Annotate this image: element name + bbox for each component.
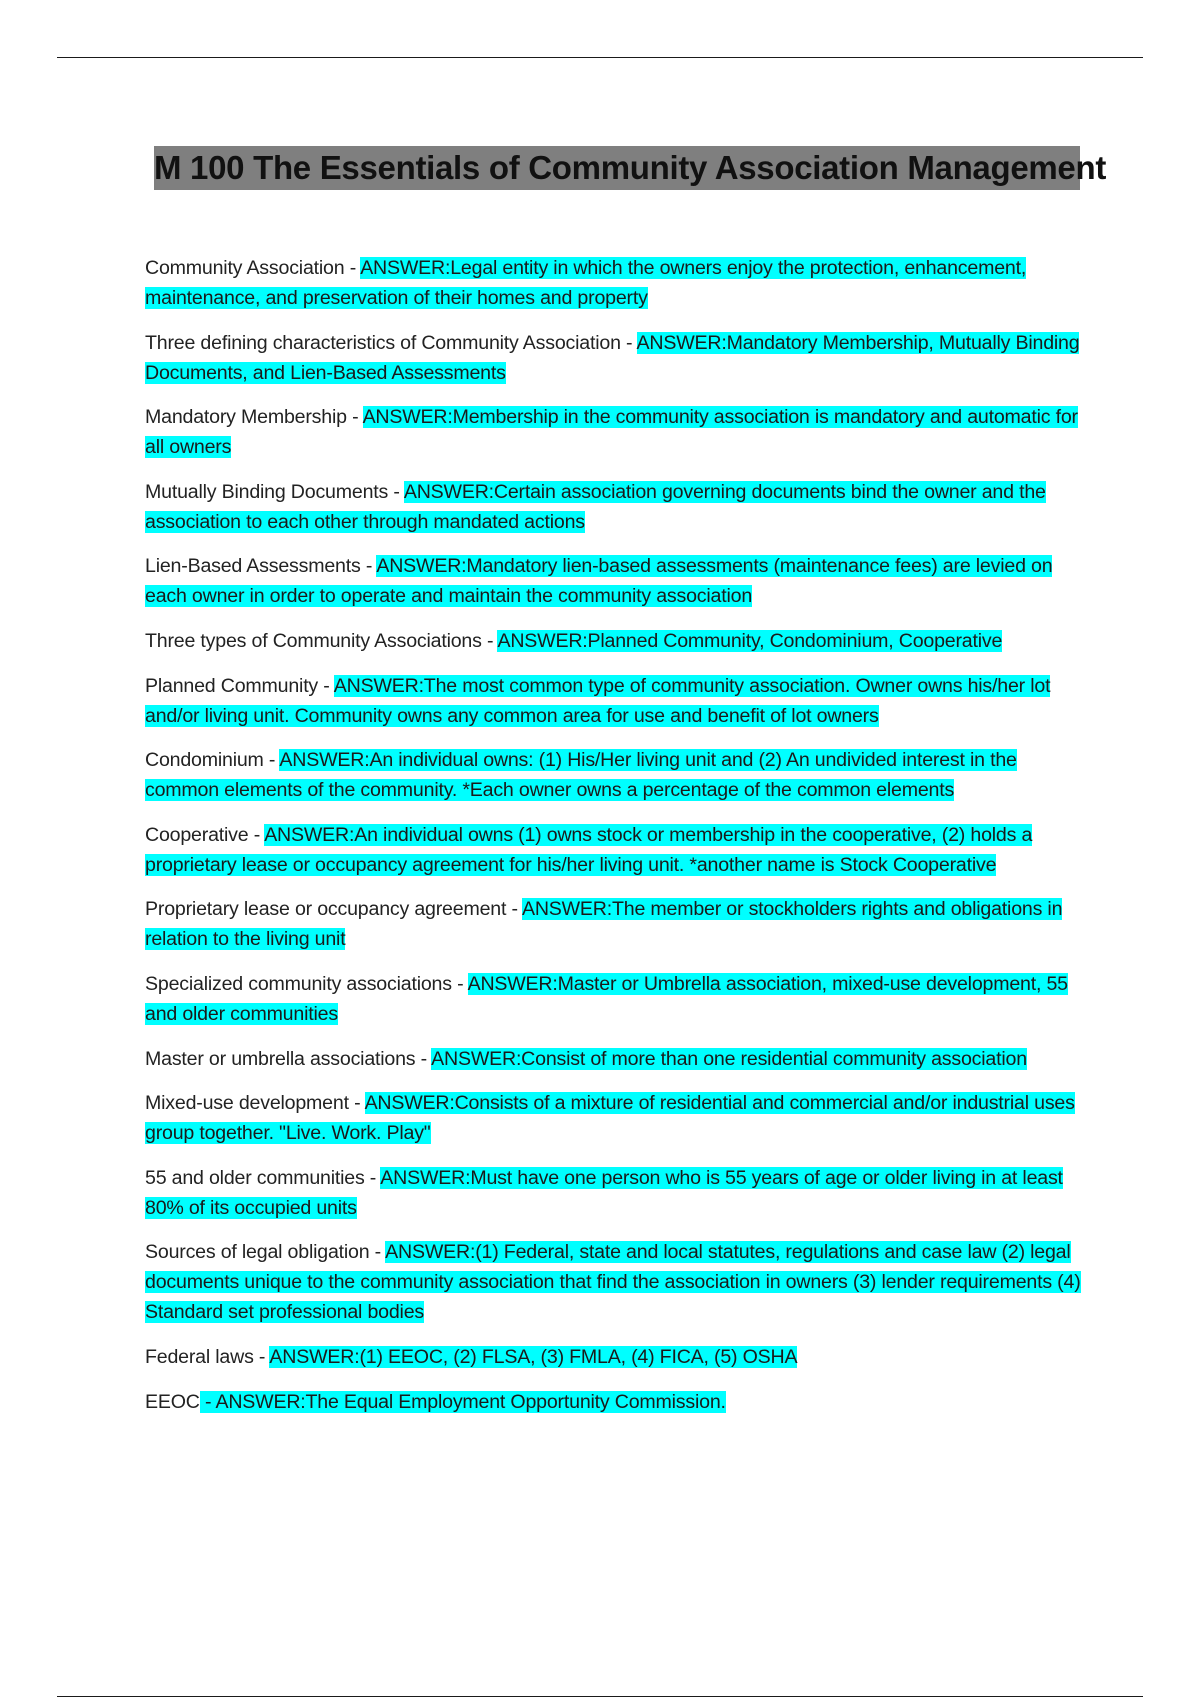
entry-term: Mixed-use development [145,1092,349,1115]
entry-term: Specialized community associations [145,972,452,995]
entry-term: Three defining characteristics of Community Association [145,331,621,354]
entry-answer: ANSWER:An individual owns (1) owns stock or membership in the cooperative, (2) holds a proprietary lease or occupancy agreement for his/her living unit. *another name is Stock Cooperative [145,823,1033,876]
entry-answer: ANSWER:Certain association governing documents bind the owner and the association to each other through mandated actions [145,480,1046,533]
entry-separator: - [451,972,468,995]
entry-separator: - [364,1166,381,1189]
qa-entry [145,1342,1085,1372]
entry-separator: - [360,555,377,578]
entry-answer: ANSWER:The member or stockholders rights and obligations in relation to the living unit [145,898,1063,951]
qa-entry [145,328,1085,388]
entry-term: Master or umbrella associations [145,1047,416,1070]
qa-entry [145,745,1085,805]
qa-entry [145,671,1085,731]
entry-separator: - [248,823,265,846]
entry-answer: ANSWER:Master or Umbrella association, mixed-use development, 55 and older communities [145,972,1068,1025]
top-rule [57,57,1143,58]
qa-list [145,253,1085,1431]
qa-entry [145,253,1085,313]
bottom-rule [57,1696,1143,1697]
entry-term: Community Association [145,257,345,279]
entry-term: Federal laws [145,1345,254,1368]
qa-entry [145,402,1085,462]
entry-separator: - [263,749,280,772]
entry-term: 55 and older communities [145,1166,365,1189]
entry-answer: ANSWER:(1) Federal, state and local statutes, regulations and case law (2) legal documents unique to the community association that find the association in owners (3) lender requirements (4) Standard set professional bodies [145,1241,1081,1324]
entry-separator: - [199,1390,216,1413]
qa-entry [145,820,1085,880]
entry-separator: - [369,1241,386,1264]
entry-separator: - [253,1345,270,1368]
entry-answer: ANSWER:An individual owns: (1) His/Her living unit and (2) An undivided interest in the common elements of the community. *Each owner owns a percentage of the common elements [145,749,1017,802]
qa-entry [145,551,1085,611]
entry-term: Cooperative [145,823,249,846]
entry-answer: ANSWER:The most common type of community association. Owner owns his/her lot and/or living unit. Community owns any common area for use and benefit of lot owners [145,674,1051,727]
entry-separator: - [506,898,522,921]
entry-term: Mandatory Membership [145,406,347,429]
entry-answer: ANSWER:Must have one person who is 55 years of age or older living in at least 80% of its occupied units [145,1166,1063,1219]
entry-answer: ANSWER:Consist of more than one residential community association [431,1047,1027,1070]
qa-entry [145,1387,1085,1417]
entry-term: Sources of legal obligation [145,1241,370,1264]
entry-term: Three types of Community Associations [145,629,482,652]
qa-entry [145,969,1085,1029]
qa-entry [145,894,1085,954]
entry-separator: - [318,674,334,697]
entry-term: EEOC [145,1390,200,1413]
entry-answer: ANSWER:Legal entity in which the owners enjoy the protection, enhancement, maintenance, and preservation of their homes and property [145,257,1027,309]
title-banner [154,146,1107,190]
entry-separator: - [415,1047,432,1070]
entry-answer: ANSWER:Membership in the community association is mandatory and automatic for all owners [145,406,1078,459]
entry-answer: ANSWER:(1) EEOC, (2) FLSA, (3) FMLA, (4) FICA, (5) OSHA [269,1345,798,1368]
entry-term: Proprietary lease or occupancy agreement [145,898,507,921]
entry-answer-text: ANSWER:The Equal Employment Opportunity Commission. [215,1390,726,1413]
qa-entry [145,1163,1085,1223]
qa-entry [145,626,1085,656]
entry-answer: ANSWER:Consists of a mixture of residential and commercial and/or industrial uses group together. "Live. Work. Play" [145,1092,1075,1145]
entry-separator: - [346,406,363,429]
entry-answer [200,1391,726,1413]
entry-term: Planned Community [145,674,319,697]
qa-entry [145,1237,1085,1327]
qa-entry [145,1044,1085,1074]
entry-term: Condominium [145,749,264,772]
entry-separator: - [348,1092,365,1115]
page-title: M 100 The Essentials of Community Association Management [154,149,1107,186]
entry-answer: ANSWER:Mandatory Membership, Mutually Binding Documents, and Lien-Based Assessments [145,331,1080,384]
entry-answer: ANSWER:Mandatory lien-based assessments (maintenance fees) are levied on each owner in order to operate and maintain the community association [145,555,1053,608]
qa-entry [145,477,1085,537]
entry-term: Mutually Binding Documents [145,480,389,503]
entry-separator: - [388,480,404,503]
entry-separator: - [344,257,361,279]
entry-separator: - [620,331,637,354]
qa-entry [145,1088,1085,1148]
entry-separator: - [481,629,498,652]
entry-term: Lien-Based Assessments [145,555,361,578]
entry-answer: ANSWER:Planned Community, Condominium, Cooperative [497,629,1003,652]
